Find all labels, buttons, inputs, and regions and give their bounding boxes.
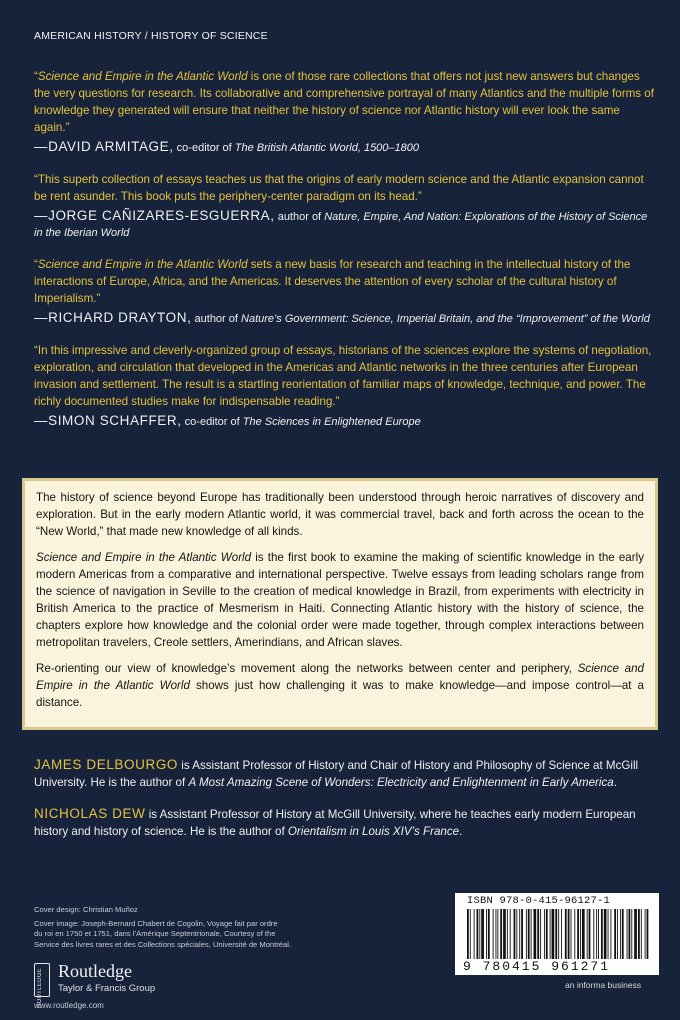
barcode: [455, 893, 659, 975]
barcode-bar: [546, 909, 548, 959]
book-title: Science and Empire in the Atlantic World: [36, 662, 645, 692]
informa-tagline: an informa business: [565, 980, 642, 990]
barcode-bar: [552, 909, 555, 959]
cover-credits: [34, 905, 334, 950]
author-name: NICHOLAS DEW: [34, 806, 146, 821]
barcode-bar: [589, 909, 591, 959]
barcode-bar: [634, 909, 637, 959]
barcode-bar: [528, 909, 530, 959]
barcode-bar: [470, 909, 471, 959]
author-bio: [34, 756, 654, 791]
description-text: Re-orienting our view of knowledge’s movement along the networks between center and periphery,: [36, 662, 578, 675]
barcode-bar: [610, 909, 611, 959]
barcode-bar: [558, 909, 559, 959]
quote-open: “: [34, 173, 38, 186]
barcode-bar: [629, 909, 631, 959]
reviewer-work: The British Atlantic World, 1500–1800: [234, 142, 420, 154]
review: [34, 68, 654, 156]
isbn-label: ISBN 978-0-415-96127-1: [467, 895, 611, 907]
publisher-logo: [34, 961, 234, 1010]
barcode-bar: [638, 909, 640, 959]
reviewer-name: —DAVID ARMITAGE,: [34, 139, 174, 154]
review: [34, 171, 654, 241]
barcode-bar: [568, 909, 570, 959]
reviewer-role: co-editor of: [173, 142, 235, 154]
barcode-bar: [617, 909, 618, 959]
barcode-bar: [488, 909, 490, 959]
reviewer-work: The Sciences in Enlightened Europe: [242, 416, 421, 428]
barcode-bar: [565, 909, 567, 959]
quote-text: sets a new basis for research and teaching in the intellectual history of the interactions of Europe, Africa, and the Americas. It deserves the attention of every scholar of the cultural history of Imperialism.”: [34, 258, 631, 305]
description-text: is the first book to examine the making of scientific knowledge in the early modern Americas from a comparative and international perspective. Twelve essays from leading scholars range from the science of navigation in Seville to the creation of medical knowledge in Brazil, from experiments with electricity in British America to the practice of Mesmerism in Haiti. Connecting Atlantic history with the history of science, the chapters explore how knowledge and the colonial order were made together, through complex interactions between metropolitan travelers, Creole settlers, Amerindians, and African slaves.: [36, 551, 644, 649]
barcode-bar: [587, 909, 588, 959]
barcode-bar: [514, 909, 516, 959]
quote-open: “: [34, 70, 38, 83]
cover-image-credit: Cover image: Joseph-Bernard Chabert de Cogolin, Voyage fait par ordre: [34, 918, 278, 928]
bio-text: is Assistant Professor of History and Chair of History and Philosophy of Science at McGill University. He is the author of: [34, 759, 639, 789]
barcode-bar: [596, 909, 597, 959]
reviews-section: [34, 68, 654, 445]
author-work: Orientalism in Louis XIV’s France: [287, 825, 460, 838]
routledge-mark-icon: [34, 963, 50, 1009]
barcode-bar: [577, 909, 579, 959]
barcode-bar: [521, 909, 523, 959]
barcode-bar: [561, 909, 562, 959]
barcode-bar: [641, 909, 642, 959]
bio-end: .: [459, 825, 463, 838]
barcode-bar: [496, 909, 497, 959]
review: [34, 256, 654, 327]
book-title: Science and Empire in the Atlantic World: [37, 70, 248, 83]
review-quote: [34, 68, 654, 136]
barcode-bar: [582, 909, 585, 959]
category-label: AMERICAN HISTORY / HISTORY OF SCIENCE: [34, 30, 268, 42]
description-paragraph: [36, 660, 644, 711]
author-bios: [34, 756, 654, 854]
barcode-bar: [481, 909, 484, 959]
barcode-bar: [497, 909, 498, 959]
barcode-bar: [571, 909, 572, 959]
publisher-url: www.routledge.com: [34, 1001, 104, 1010]
barcode-bar: [608, 909, 609, 959]
barcode-bar: [474, 909, 475, 959]
barcode-bar: [614, 909, 616, 959]
description-text: shows just how challenging it was to make knowledge—and impose control—at a distance.: [36, 679, 644, 709]
barcode-bar: [516, 909, 517, 959]
barcode-bar: [507, 909, 508, 959]
barcode-bar: [647, 909, 649, 959]
barcode-bar: [631, 909, 632, 959]
barcode-bar: [604, 909, 607, 959]
reviewer-work: Nature, Empire, And Nation: Explorations of the History of Science in the Iberian World: [34, 211, 648, 239]
barcode-bar: [503, 909, 506, 959]
cover-design-credit: Cover design: Christian Muñoz: [34, 905, 138, 914]
barcode-bar: [593, 909, 594, 959]
barcode-bar: [544, 909, 545, 959]
quote-text: is one of those rare collections that offers not just new answers but changes the very questions for research. Its collaborative and comprehensive portrayal of many Atlantics and the multiple forms of knowledge they generated will ensure that neither the history of science nor Atlantic history will ever look the same again.”: [34, 70, 654, 134]
author-work: A Most Amazing Scene of Wonders: Electricity and Enlightenment in Early America: [188, 776, 614, 789]
barcode-bar: [519, 909, 520, 959]
reviewer-name: —SIMON SCHAFFER,: [34, 413, 182, 428]
review-attribution: [34, 413, 654, 430]
barcode-bar: [574, 909, 575, 959]
barcode-bar: [510, 909, 511, 959]
barcode-bar: [477, 909, 479, 959]
description-paragraph: [36, 549, 644, 651]
barcode-bar: [627, 909, 628, 959]
barcode-bars: [465, 909, 651, 959]
cover-image-credit: Service des livres rares et des Collections spéciales, Université de Montréal.: [34, 939, 292, 949]
author-name: JAMES DELBOURGO: [34, 757, 179, 772]
reviewer-name: —RICHARD DRAYTON,: [34, 310, 192, 325]
barcode-bar: [601, 909, 603, 959]
barcode-bar: [620, 909, 621, 959]
review-attribution: [34, 310, 654, 327]
quote-open: “: [34, 258, 38, 271]
description-paragraph: The history of science beyond Europe has traditionally been understood through heroic narratives of discovery and exploration. But in the early modern Atlantic world, it was commercial travel, back and forth across the ocean to the “New World,” that made new knowledge of all kinds.: [36, 491, 644, 538]
description-box: [22, 478, 658, 730]
quote-text: This superb collection of essays teaches us that the origins of early modern science and the Atlantic expansion cannot be rent asunder. This book puts the periphery-center paradigm on its head.”: [34, 173, 644, 203]
barcode-bar: [500, 909, 502, 959]
reviewer-role: author of: [274, 211, 325, 223]
barcode-bar: [531, 909, 532, 959]
author-bio: [34, 805, 654, 840]
barcode-bar: [540, 909, 541, 959]
barcode-bar: [598, 909, 599, 959]
barcode-bar: [537, 909, 539, 959]
reviewer-role: author of: [191, 313, 242, 325]
barcode-bar: [467, 909, 469, 959]
book-title: Science and Empire in the Atlantic World: [37, 258, 248, 271]
barcode-bar: [479, 909, 480, 959]
quote-text: In this impressive and cleverly-organized group of essays, historians of the sciences explore the systems of negotiation, exploration, and circulation that developed in the Americas and Atlantic networks in the three centuries after European invasion and settlement. The result is a startling reorientation of familiar maps of knowledge, technique, and power. The richly documented studies make for indispensable reading.”: [34, 344, 652, 408]
barcode-bar: [493, 909, 494, 959]
review-attribution: [34, 139, 654, 156]
cover-image-credit: du roi en 1750 et 1751, dans l’Amérique Septentrionale, Courtesy of the: [34, 929, 276, 939]
barcode-digits: 9 780415 961271: [463, 959, 611, 974]
review-attribution: [34, 208, 654, 241]
barcode-bar: [550, 909, 551, 959]
review-quote: [34, 171, 654, 205]
review-quote: [34, 342, 654, 410]
logo-mark-text: ROUTLEDGE: [37, 968, 43, 1009]
publisher-group: Taylor & Francis Group: [58, 983, 156, 994]
review-quote: [34, 256, 654, 307]
quote-open: “: [34, 344, 38, 357]
reviewer-name: —JORGE CAÑIZARES-ESGUERRA,: [34, 208, 275, 223]
barcode-bar: [486, 909, 487, 959]
barcode-bar: [555, 909, 557, 959]
barcode-bar: [580, 909, 581, 959]
reviewer-work: Nature’s Government: Science, Imperial Britain, and the “Improvement” of the World: [241, 313, 650, 325]
barcode-bar: [534, 909, 537, 959]
review: [34, 342, 654, 430]
bio-end: .: [613, 776, 617, 789]
barcode-bar: [526, 909, 527, 959]
barcode-bar: [645, 909, 646, 959]
barcode-bar: [622, 909, 624, 959]
reviewer-role: co-editor of: [181, 416, 243, 428]
book-title: Science and Empire in the Atlantic World: [36, 551, 252, 564]
publisher-name: Routledge: [58, 961, 132, 981]
bio-text: is Assistant Professor of History at McGill University, where he teaches early modern European history and history of science. He is the author of: [34, 808, 636, 838]
